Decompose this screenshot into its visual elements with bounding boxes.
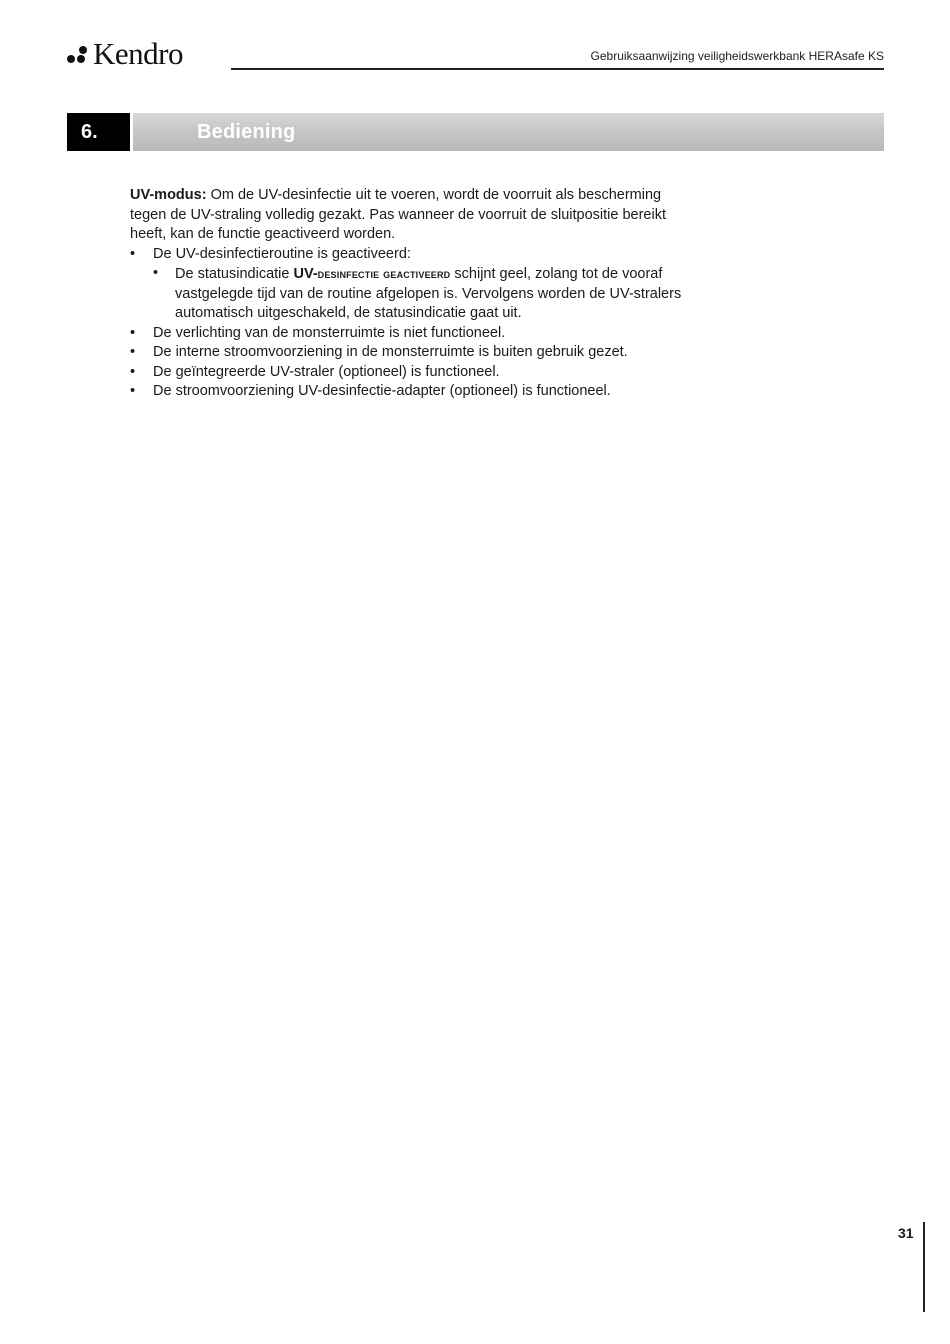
kendro-logo bbox=[66, 38, 183, 69]
body-content bbox=[130, 186, 690, 402]
section-number: 6. bbox=[67, 113, 130, 151]
list-item: • De geïntegreerde UV-straler (optioneel) is functioneel. bbox=[130, 363, 690, 383]
list-item: • De verlichting van de monsterruimte is niet functioneel. bbox=[130, 324, 690, 344]
status-label-caps: desinfectie geactiveerd bbox=[317, 266, 451, 281]
page-number-rule bbox=[923, 1222, 925, 1312]
kendro-logo-icon bbox=[66, 41, 92, 67]
status-indicator-label bbox=[293, 266, 450, 282]
list-item: • De interne stroomvoorziening in de monsterruimte is buiten gebruik gezet. bbox=[130, 343, 690, 363]
list-item bbox=[130, 245, 690, 324]
uv-mode-label: UV-modus: bbox=[130, 187, 207, 203]
document-header bbox=[231, 48, 884, 70]
bullet-list bbox=[130, 245, 690, 402]
list-item: • De stroomvoorziening UV-desinfectie-adapter (optioneel) is functioneel. bbox=[130, 382, 690, 402]
status-indicator-description: schijnt geel, zolang tot de vooraf vastgelegde tijd van de routine afgelopen is. Vervolgens worden de UV-stralers automatisch uitgeschakeld, de statusindicatie gaat uit. bbox=[175, 266, 682, 321]
logo-text: Kendro bbox=[93, 36, 183, 71]
document-title: Gebruiksaanwijzing veiligheidswerkbank HERAsafe KS bbox=[590, 49, 884, 63]
page-number: 31 bbox=[898, 1225, 914, 1241]
sub-bullet-list bbox=[153, 264, 690, 324]
list-item-text: De UV-desinfectieroutine is geactiveerd: bbox=[153, 245, 411, 262]
intro-text: Om de UV-desinfectie uit te voeren, wordt de voorruit als bescherming tegen de UV-straling volledig gezakt. Pas wanneer de voorruit de sluitpositie bereikt heeft, kan de functie geactiveerd worden. bbox=[130, 187, 666, 242]
section-title: Bediening bbox=[197, 120, 296, 143]
status-label-uv: UV- bbox=[293, 266, 318, 282]
intro-paragraph bbox=[130, 186, 690, 245]
section-title-band bbox=[133, 113, 884, 151]
status-indicator-text: De statusindicatie bbox=[175, 266, 290, 282]
sub-list-item bbox=[153, 264, 690, 324]
section-heading-bar bbox=[67, 113, 884, 151]
